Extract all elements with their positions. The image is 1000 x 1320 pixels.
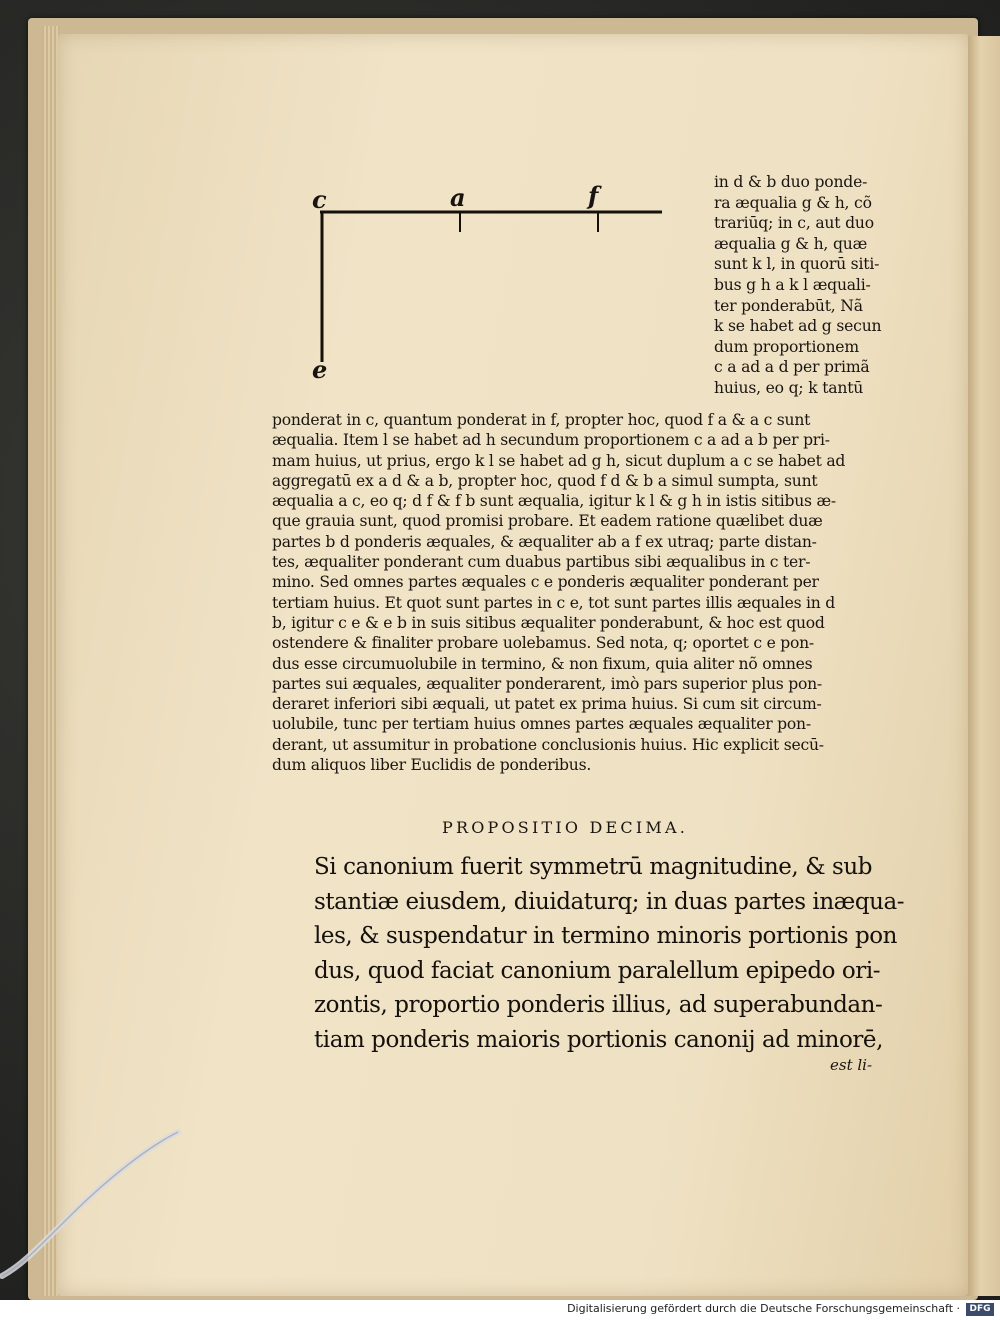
facing-page-edge	[964, 36, 1000, 1296]
text-line: mam huius, ut prius, ergo k l se habet ad g h, sicut duplum a c se habet ad	[272, 451, 846, 470]
text-line: Si canonium fuerit symmetrū magnitudine, & sub	[314, 854, 873, 880]
text-line: tes, æqualiter ponderant cum duabus partibus sibi æqualibus in c ter-	[272, 553, 811, 572]
text-line: dum proportionem	[714, 337, 859, 356]
label-e: e	[312, 355, 328, 384]
text-line: dus esse circumuolubile in termino, & non fixum, quia aliter nõ omnes	[272, 654, 813, 673]
text-line: que grauia sunt, quod promisi probare. Et eadem ratione quælibet duæ	[272, 512, 823, 531]
diagram-lines	[300, 180, 680, 384]
label-a: a	[450, 183, 466, 212]
proposition-heading: PROPOSITIO DECIMA.	[442, 818, 688, 837]
dfg-logo: DFG	[966, 1303, 994, 1316]
text-line: tiam ponderis maioris portionis canonij ad minorē,	[314, 1026, 883, 1053]
main-body-text	[272, 410, 892, 775]
text-line: dus, quod faciat canonium paralellum epipedo ori-	[314, 957, 881, 984]
text-line: derant, ut assumitur in probatione conclusionis huius. Hic explicit secū-	[272, 735, 824, 754]
text-line: æqualia. Item l se habet ad h secundum proportionem c a ad a b per pri-	[272, 431, 830, 450]
text-line: uolubile, tunc per tertiam huius omnes partes æquales æqualiter pon-	[272, 715, 811, 734]
text-line: ponderat in c, quantum ponderat in f, propter hoc, quod f a & a c sunt	[272, 411, 811, 429]
catchword: est li-	[830, 1056, 873, 1074]
text-line: stantiæ eiusdem, diuidaturq; in duas partes inæqua-	[314, 888, 905, 915]
text-line: æqualia g & h, quæ	[714, 234, 868, 253]
text-line: deraret inferiori sibi æquali, ut patet ex prima huius. Si cum sit circum-	[272, 695, 822, 714]
label-f: f	[588, 181, 599, 210]
text-line: partes sui æquales, æqualiter ponderarent, imò pars superior plus pon-	[272, 674, 822, 693]
text-line: b, igitur c e & e b in suis sitibus æqualiter ponderabunt, & hoc est quod	[272, 613, 825, 632]
footer-bar	[0, 1300, 1000, 1320]
text-line: les, & suspendatur in termino minoris portionis pon	[314, 923, 898, 950]
text-line: trariūq; in c, aut duo	[714, 214, 874, 233]
text-line: c a ad a d per primã	[714, 358, 870, 377]
text-line: huius, eo q; k tantū	[714, 378, 864, 397]
text-line: ostendere & finaliter probare uolebamus. Sed nota, q; oportet c e pon-	[272, 634, 814, 653]
text-line: ra æqualia g & h, cõ	[714, 193, 872, 212]
proposition-text	[314, 850, 905, 1058]
text-line: æqualia a c, eo q; d f & f b sunt æqualia, igitur k l & g h in istis sitibus æ-	[272, 492, 836, 511]
lever-diagram	[300, 180, 680, 384]
text-line: dum aliquos liber Euclidis de ponderibus.	[272, 756, 592, 775]
text-line: tertiam huius. Et quot sunt partes in c e, tot sunt partes illis æquales in d	[272, 593, 835, 612]
text-line: bus g h a k l æquali-	[714, 275, 871, 294]
label-c: c	[312, 185, 327, 214]
text-line: sunt k l, in quorū siti-	[714, 255, 880, 274]
text-line: in d & b duo ponde-	[714, 173, 868, 191]
side-column-text	[714, 172, 894, 399]
text-line: partes b d ponderis æquales, & æqualiter ab a f ex utraq; parte distan-	[272, 532, 817, 551]
text-line: zontis, proportio ponderis illius, ad superabundan-	[314, 992, 883, 1019]
text-line: aggregatū ex a d & a b, propter hoc, quod f d & b a simul sumpta, sunt	[272, 471, 818, 490]
scan-fiber	[0, 1126, 190, 1286]
footer-credit: Digitalisierung gefördert durch die Deutsche Forschungsgemeinschaft ·	[567, 1302, 960, 1315]
text-line: mino. Sed omnes partes æquales c e ponderis æqualiter ponderant per	[272, 573, 819, 592]
text-line: ter ponderabūt, Nã	[714, 296, 863, 315]
text-line: k se habet ad g secun	[714, 317, 882, 336]
